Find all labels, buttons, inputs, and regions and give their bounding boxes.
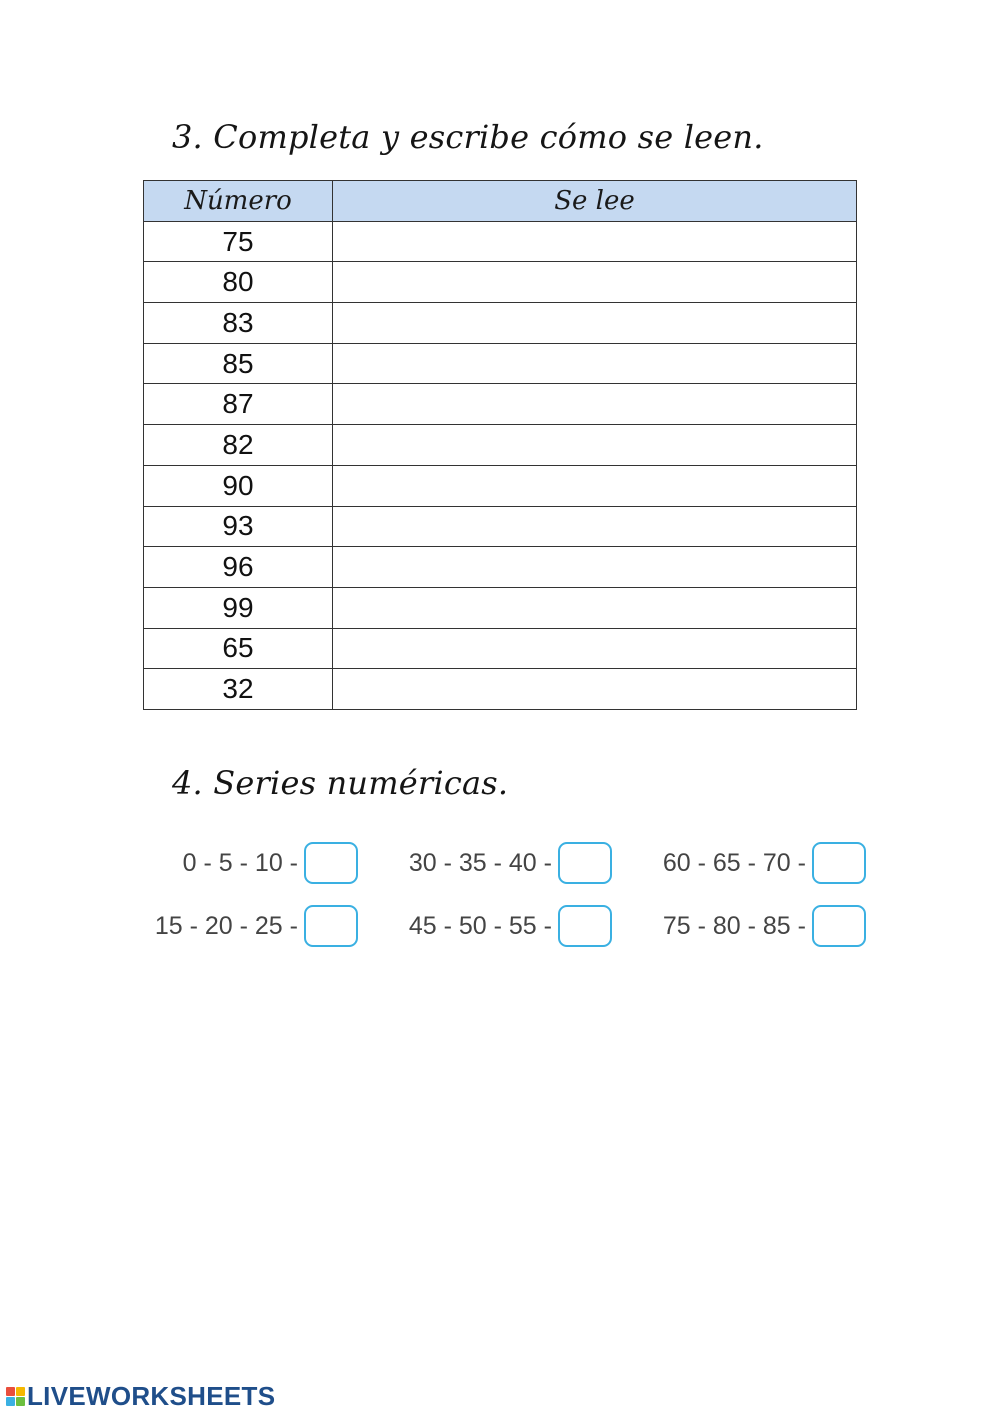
number-cell: 80 — [144, 262, 333, 303]
table-row — [144, 262, 857, 303]
number-cell: 87 — [144, 384, 333, 425]
table-row — [144, 425, 857, 466]
table-row — [144, 303, 857, 344]
series-sequence: 45 - 50 - 55 - — [408, 911, 552, 940]
series-item — [400, 840, 612, 886]
table-row — [144, 384, 857, 425]
series-answer-box[interactable] — [812, 842, 866, 884]
header-se-lee: Se lee — [333, 181, 857, 222]
liveworksheets-brand[interactable] — [6, 1381, 275, 1411]
number-cell: 85 — [144, 343, 333, 384]
series-answer-box[interactable] — [812, 905, 866, 947]
answer-cell[interactable] — [333, 465, 857, 506]
table-row — [144, 465, 857, 506]
answer-cell[interactable] — [333, 506, 857, 547]
table-row — [144, 587, 857, 628]
series-sequence: 75 - 80 - 85 - — [662, 911, 806, 940]
series-sequence: 15 - 20 - 25 - — [154, 911, 298, 940]
answer-cell[interactable] — [333, 425, 857, 466]
series-answer-box[interactable] — [558, 842, 612, 884]
answer-cell[interactable] — [333, 262, 857, 303]
series-item — [400, 903, 612, 949]
series-row — [0, 840, 1000, 886]
table-row — [144, 221, 857, 262]
number-cell: 65 — [144, 628, 333, 669]
number-cell: 82 — [144, 425, 333, 466]
series-answer-box[interactable] — [304, 842, 358, 884]
liveworksheets-logo-icon — [6, 1387, 25, 1406]
series-item — [650, 840, 866, 886]
table-row — [144, 628, 857, 669]
answer-cell[interactable] — [333, 587, 857, 628]
answer-cell[interactable] — [333, 628, 857, 669]
series-item — [150, 903, 358, 949]
series-answer-box[interactable] — [558, 905, 612, 947]
answer-cell[interactable] — [333, 221, 857, 262]
number-cell: 32 — [144, 669, 333, 710]
exercise-4-title: 4. Series numéricas. — [172, 764, 509, 802]
table-header-row — [144, 181, 857, 222]
number-cell: 75 — [144, 221, 333, 262]
series-sequence: 60 - 65 - 70 - — [662, 848, 806, 877]
answer-cell[interactable] — [333, 343, 857, 384]
answer-cell[interactable] — [333, 547, 857, 588]
number-cell: 93 — [144, 506, 333, 547]
table-row — [144, 506, 857, 547]
number-cell: 83 — [144, 303, 333, 344]
brand-name: LIVEWORKSHEETS — [27, 1380, 276, 1411]
series-item — [150, 840, 358, 886]
answer-cell[interactable] — [333, 669, 857, 710]
table-row — [144, 547, 857, 588]
number-cell: 90 — [144, 465, 333, 506]
number-cell: 96 — [144, 547, 333, 588]
table-row — [144, 343, 857, 384]
number-cell: 99 — [144, 587, 333, 628]
series-answer-box[interactable] — [304, 905, 358, 947]
table-row — [144, 669, 857, 710]
series-sequence: 0 - 5 - 10 - — [182, 848, 298, 877]
answer-cell[interactable] — [333, 303, 857, 344]
answer-cell[interactable] — [333, 384, 857, 425]
series-item — [650, 903, 866, 949]
numbers-table — [143, 180, 857, 710]
series-sequence: 30 - 35 - 40 - — [408, 848, 552, 877]
header-numero: Número — [144, 181, 333, 222]
series-row — [0, 903, 1000, 949]
exercise-3-title: 3. Completa y escribe cómo se leen. — [172, 118, 764, 156]
